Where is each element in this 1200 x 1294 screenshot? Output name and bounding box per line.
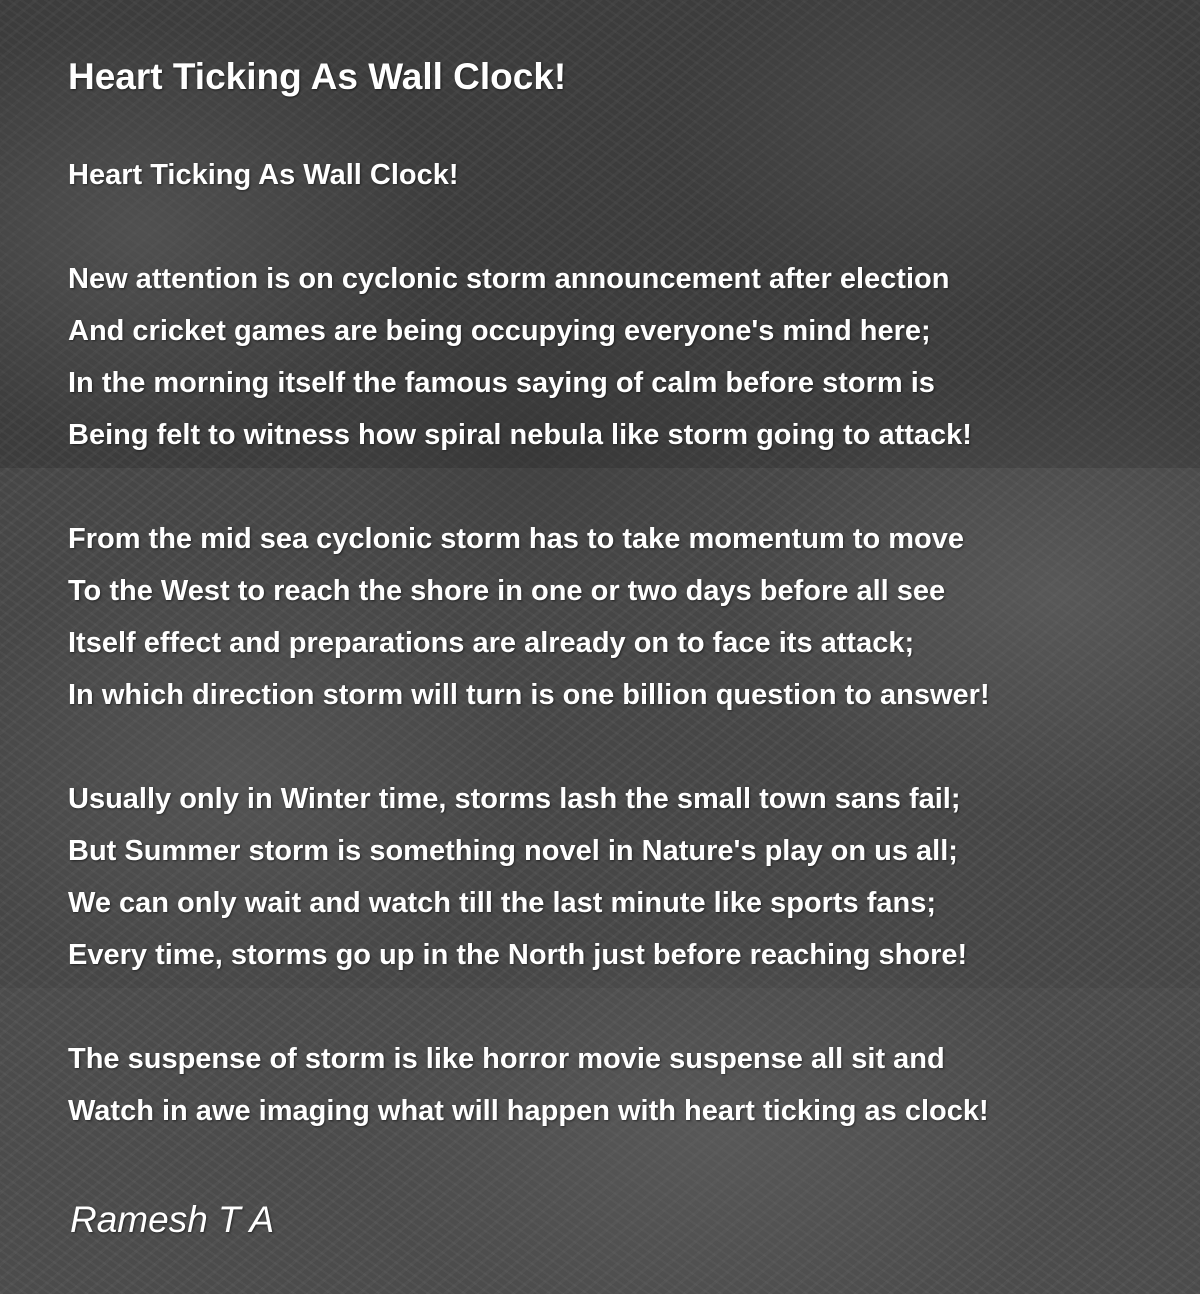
stanza-gap	[68, 721, 990, 773]
stanza-gap	[68, 461, 990, 513]
poem-line: We can only wait and watch till the last minute like sports fans;	[68, 887, 937, 919]
poem-line: Watch in awe imaging what will happen with heart ticking as clock!	[68, 1095, 989, 1127]
poem-line: Being felt to witness how spiral nebula like storm going to attack!	[68, 419, 972, 451]
stanza-4	[68, 1033, 990, 1137]
stanza-gap	[68, 981, 990, 1033]
poem-line: In which direction storm will turn is one billion question to answer!	[68, 679, 990, 711]
stanza-gap	[68, 201, 990, 253]
stanza-1	[68, 253, 990, 461]
stanza-3	[68, 773, 990, 981]
poem-subtitle: Heart Ticking As Wall Clock!	[68, 159, 459, 191]
poem-title: Heart Ticking As Wall Clock!	[68, 56, 567, 97]
poem-line: Every time, storms go up in the North just before reaching shore!	[68, 939, 968, 971]
poem-line: From the mid sea cyclonic storm has to take momentum to move	[68, 523, 964, 555]
poem-line: To the West to reach the shore in one or two days before all see	[68, 575, 946, 607]
poem-line: The suspense of storm is like horror movie suspense all sit and	[68, 1043, 945, 1075]
poem-line: But Summer storm is something novel in Nature's play on us all;	[68, 835, 958, 867]
poem-line: Usually only in Winter time, storms lash the small town sans fail;	[68, 783, 961, 815]
poem-body	[68, 149, 990, 1137]
poem-author: Ramesh T A	[70, 1199, 275, 1240]
poem-line: Itself effect and preparations are already on to face its attack;	[68, 627, 915, 659]
poem-line: And cricket games are being occupying everyone's mind here;	[68, 315, 931, 347]
stanza-2	[68, 513, 990, 721]
poem-line: New attention is on cyclonic storm announcement after election	[68, 263, 950, 295]
poem-line: In the morning itself the famous saying of calm before storm is	[68, 367, 935, 399]
